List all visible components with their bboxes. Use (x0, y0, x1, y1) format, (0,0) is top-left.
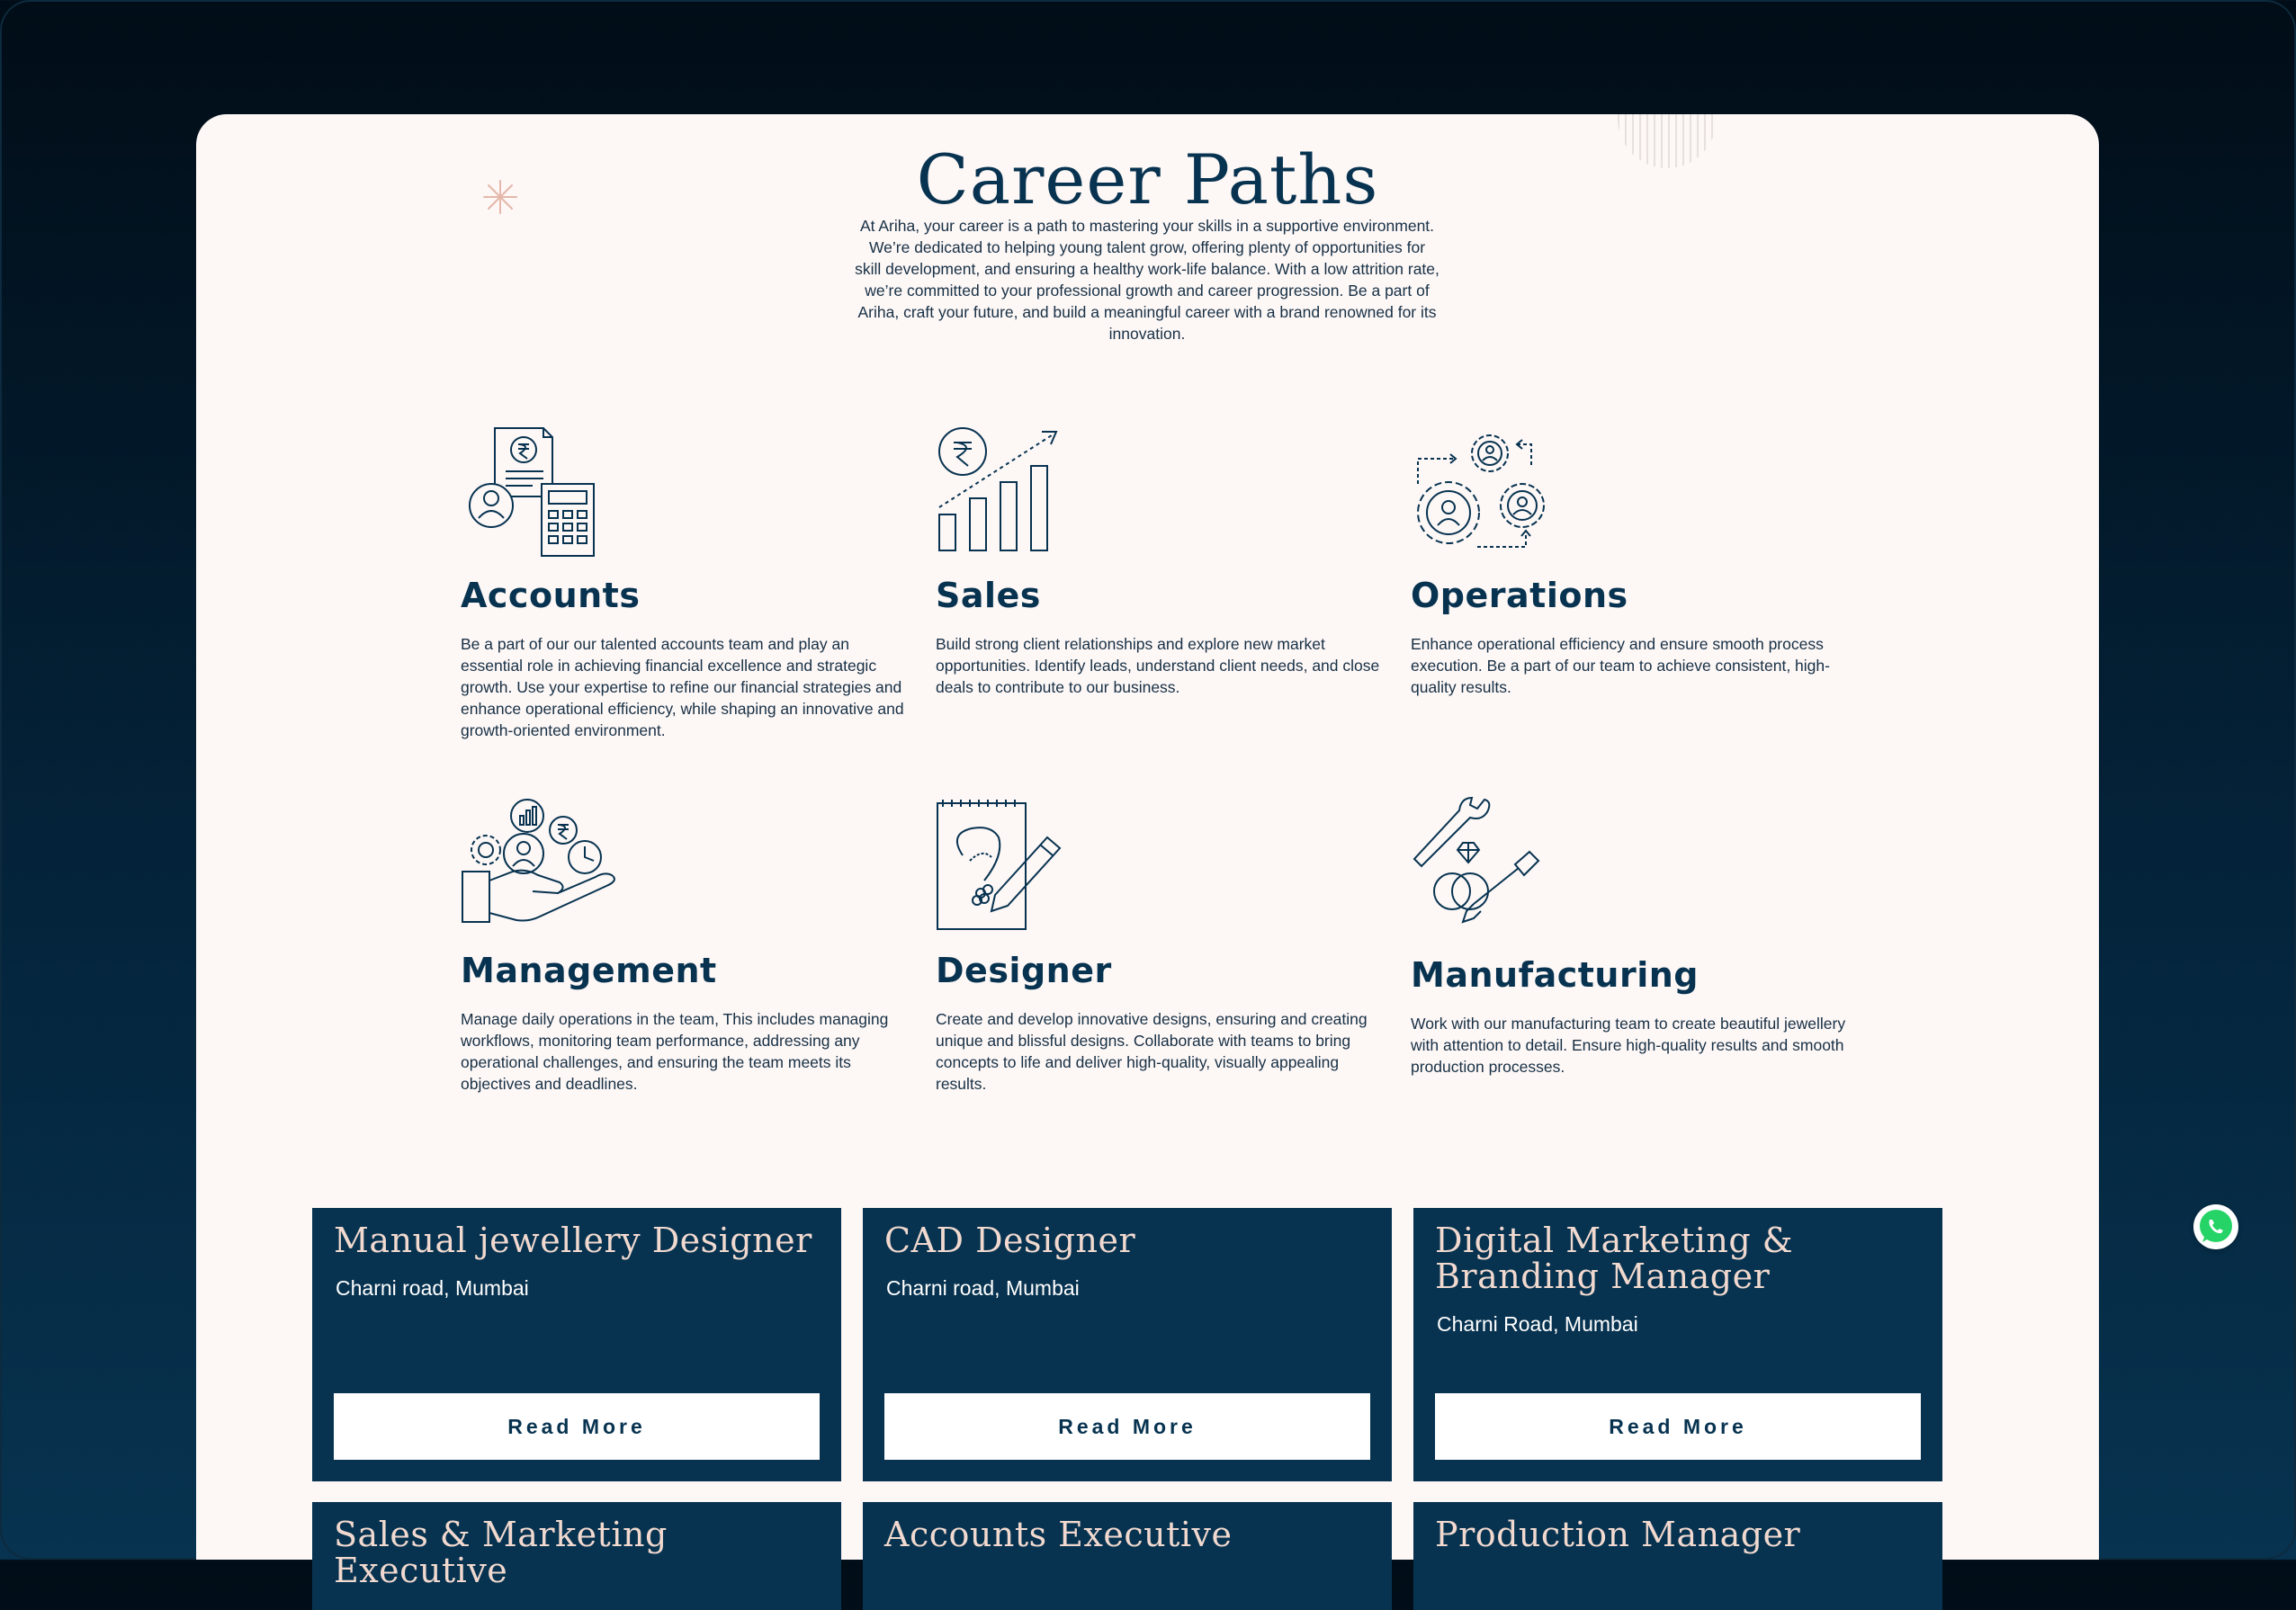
career-path-title: Designer (936, 951, 1112, 990)
job-card (863, 1208, 1392, 1481)
career-path-description: Build strong client relationships and explore new market opportunities. Identify leads, understand client needs, and close deals to contribute to our business. (936, 635, 1380, 696)
career-path-designer (936, 798, 1386, 1095)
page-title: Career Paths (916, 139, 1379, 219)
career-path-operations (1411, 425, 1861, 698)
manufacturing-tools-icon (1411, 798, 1546, 937)
job-location: Charni Road, Mumbai (1437, 1312, 1638, 1336)
job-location: Charni road, Mumbai (886, 1276, 1080, 1300)
intro-text: At Ariha, your career is a path to mastering your skills in a supportive environment. We’re dedicated to helping young talent grow, offering plenty of opportunities for skill development, and ensuring a healthy work-life balance. With a low attrition rate, we’re committed to your professional growth and career progression. Be a part of Ariha, craft your future, and build a meaningful career with a brand renowned for its innovation. (855, 217, 1439, 343)
job-title: Production Manager (1435, 1515, 1801, 1554)
career-path-sales (936, 425, 1386, 698)
read-more-button[interactable]: Read More (884, 1393, 1370, 1460)
job-card (1413, 1502, 1942, 1610)
whatsapp-icon (2193, 1204, 2238, 1249)
job-location: Charni road, Mumbai (336, 1276, 529, 1300)
job-card (312, 1208, 841, 1481)
career-path-title: Operations (1411, 576, 1628, 615)
career-path-description: Be a part of our our talented accounts team and play an essential role in achieving financial excellence and strategic growth. Use your expertise to refine our financial strategies and enhance operational efficiency, while shaping an innovative and growth-oriented environment. (461, 635, 904, 739)
job-title: Sales & Marketing Executive (334, 1515, 668, 1590)
career-path-manufacturing (1411, 798, 1861, 1078)
job-card (312, 1502, 841, 1610)
management-hand-icon (461, 798, 623, 933)
job-title: Manual jewellery Designer (334, 1221, 812, 1260)
whatsapp-button[interactable] (2193, 1204, 2238, 1249)
designer-sketch-icon (936, 798, 1071, 933)
job-title: CAD Designer (884, 1221, 1136, 1260)
career-path-title: Management (461, 951, 717, 990)
job-card (863, 1502, 1392, 1610)
career-path-title: Manufacturing (1411, 955, 1699, 995)
career-path-title: Sales (936, 576, 1041, 615)
job-title: Accounts Executive (884, 1515, 1233, 1554)
read-more-button[interactable]: Read More (334, 1393, 820, 1460)
career-path-description: Manage daily operations in the team, This includes managing workflows, monitoring team performance, addressing any operational challenges, and ensuring the team meets its objectives and deadlines. (461, 1010, 889, 1093)
career-path-description: Work with our manufacturing team to create beautiful jewellery with attention to detail. Ensure high-quality results and smooth production processes. (1411, 1015, 1846, 1076)
job-title: Digital Marketing & Branding Manager (1435, 1221, 1794, 1296)
career-path-accounts (461, 425, 910, 741)
job-card (1413, 1208, 1942, 1481)
career-path-management (461, 798, 910, 1095)
read-more-button[interactable]: Read More (1435, 1393, 1921, 1460)
career-path-description: Enhance operational efficiency and ensure smooth process execution. Be a part of our team to achieve consistent, high-quality results. (1411, 635, 1830, 696)
careers-page (196, 114, 2099, 1590)
operations-gears-icon (1411, 425, 1555, 559)
career-path-title: Accounts (461, 576, 641, 615)
accounts-icon (461, 425, 605, 559)
sales-growth-icon (936, 425, 1062, 559)
career-path-description: Create and develop innovative designs, ensuring and creating unique and blissful designs. Collaborate with teams to bring concepts to life and deliver high-quality, visually appealing results. (936, 1010, 1368, 1093)
